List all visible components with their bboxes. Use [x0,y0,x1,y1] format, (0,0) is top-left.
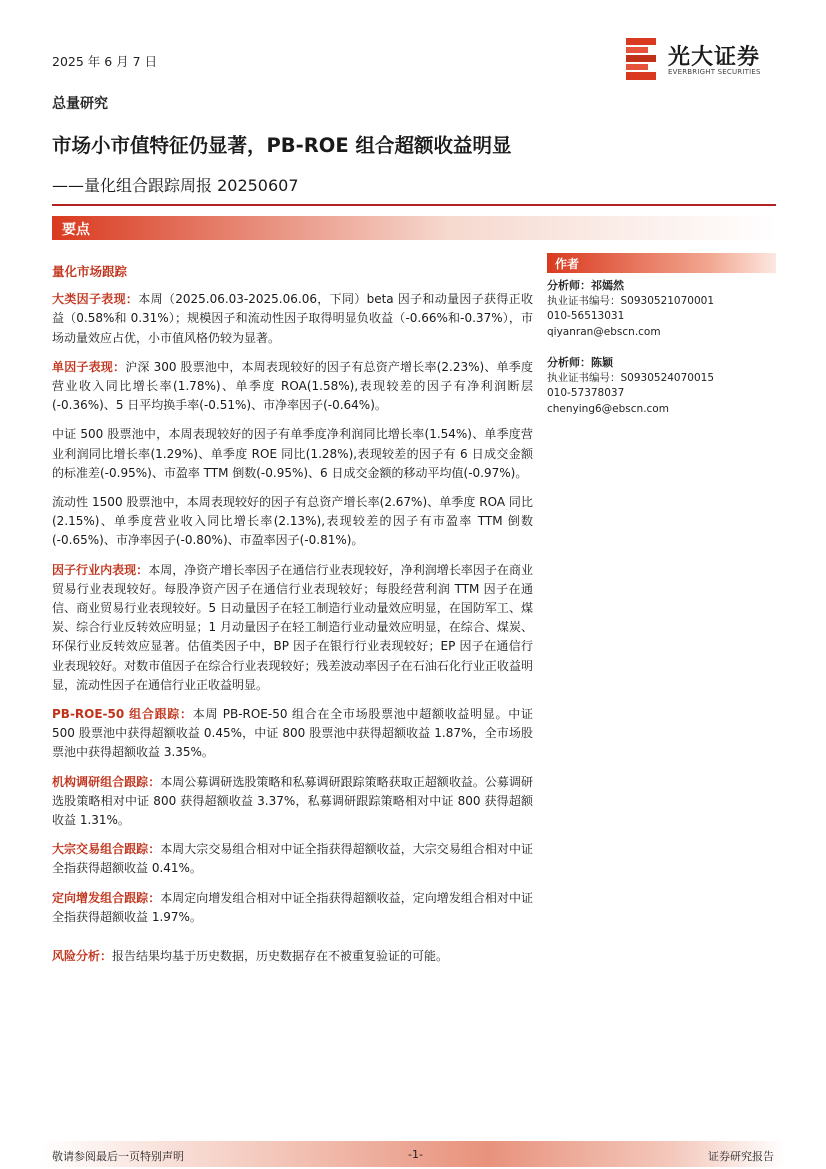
paragraph-lead: 定向增发组合跟踪： [52,890,161,905]
everbright-logo-icon [626,38,656,80]
paragraph-risk [52,947,533,966]
analyst-card [547,355,776,417]
analyst-cert: 执业证书编号：S0930524070015 [547,371,715,384]
paragraph-text: 本周定向增发组合相对中证全指获得超额收益，定向增发组合相对中证全指获得超额收益 1.97%。 [52,890,533,924]
author-banner [547,253,776,273]
title-divider [52,204,776,206]
paragraph-institution-research [52,773,533,831]
paragraph-lead: PB-ROE-50 组合跟踪： [52,707,193,722]
analyst-email[interactable]: chenying6@ebscn.com [547,402,669,415]
paragraph-single-factor-hs300 [52,358,533,416]
paragraph-lead: 因子行业内表现： [52,562,149,577]
page-footer [40,1141,786,1167]
paragraph-text: 本周，净资产增长率因子在通信行业表现较好，净利润增长率因子在商业贸易行业表现较好。每股净资产因子在通信行业表现较好；每股经营利润 TTM 因子在通信、商业贸易行业表现较好。5 日动量因子在轻工制造行业动量效应明显，在国防军工、煤炭、综合行业反转效应明显；1 月动量因子在轻工制造行业动量效应明显，在综合、煤炭、环保行业反转效应显著。估值类因子中，BP 因子在银行行业表现较好；EP 因子在通信行业表现较好。对数市值因子在综合行业表现较好；残差波动率因子在石油石化行业正收益明显，流动性因子在通信行业正收益明显。 [52,562,533,692]
report-date: 2025 年 6 月 7 日 [52,54,158,69]
analyst-email[interactable]: qiyanran@ebscn.com [547,325,661,338]
paragraph-industry-factors [52,561,533,695]
keypoints-banner [52,216,776,240]
paragraph-text: 本周（2025.06.03-2025.06.06，下同）beta 因子和动量因子获得正收益（0.58%和 0.31%）；规模因子和流动性因子取得明显负收益（-0.66%和-0.37%），市场动量效应占优，小市值风格仍较为显著。 [52,292,533,345]
page-number: -1- [408,1148,423,1161]
paragraph-lead: 大类因子表现： [52,292,139,307]
report-title: 市场小市值特征仍显著，PB-ROE 组合超额收益明显 [52,134,512,157]
paragraph-lead: 机构调研组合跟踪： [52,774,161,789]
keypoints-label: 要点 [62,222,90,238]
paragraph-text: 流动性 1500 股票池中，本周表现较好的因子有总资产增长率(2.67%)、单季度 ROA 同比(2.15%)、单季度营业收入同比增长率(2.13%),表现较差的因子有市盈率 TTM 倒数(-0.65%)、市净率因子(-0.80%)、市盈率因子(-0.81%)。 [52,495,533,548]
paragraph-pb-roe [52,705,533,763]
analyst-cert: 执业证书编号：S0930521070001 [547,294,715,307]
analyst-name: 分析师：祁嫣然 [547,279,624,292]
paragraph-block-trade [52,840,533,878]
author-sidebar [547,253,776,417]
paragraph-text: 沪深 300 股票池中，本周表现较好的因子有总资产增长率(2.23%)、单季度营业收入同比增长率(1.78%)、单季度 ROA(1.58%),表现较差的因子有净利润断层(-0.36%)、5 日平均换手率(-0.51%)、市净率因子(-0.64%)。 [52,359,533,413]
footer-report-type: 证券研究报告 [708,1150,774,1163]
logo-cn-text: 光大证券 [668,45,761,70]
paragraph-major-factors [52,290,533,348]
analyst-phone: 010-56513031 [547,310,625,322]
analyst-card [547,278,776,340]
section-heading: 量化市场跟踪 [52,264,128,279]
paragraph-single-factor-liq1500 [52,493,533,551]
report-category: 总量研究 [52,96,108,112]
paragraph-text: 本周公募调研选股策略和私募调研跟踪策略获取正超额收益。公募调研选股策略相对中证 800 获得超额收益 3.37%，私募调研跟踪策略相对中证 800 获得超额收益 1.31%。 [52,774,533,828]
paragraph-private-placement [52,889,533,927]
logo-en-text: EVERBRIGHT SECURITIES [668,68,761,76]
paragraph-text: 中证 500 股票池中，本周表现较好的因子有单季度净利润同比增长率(1.54%)、单季度营业利润同比增长率(1.29%)、单季度 ROE 同比(1.28%),表现较差的因子有 6 日成交金额的标准差(-0.95%)、市盈率 TTM 倒数(-0.95%)、6 日成交金额的移动平均值(-0.97%)。 [52,427,533,480]
footer-disclaimer: 敬请参阅最后一页特别声明 [52,1150,184,1163]
paragraph-text: 本周 PB-ROE-50 组合在全市场股票池中超额收益明显。中证 500 股票池中获得超额收益 0.45%，中证 800 股票池中获得超额收益 1.87%，全市场股票池中获得超额收益 3.35%。 [52,707,533,760]
author-label: 作者 [555,257,580,271]
paragraph-lead: 单因子表现： [52,359,126,374]
paragraph-text: 本周大宗交易组合相对中证全指获得超额收益，大宗交易组合相对中证全指获得超额收益 0.41%。 [52,842,533,876]
analyst-name: 分析师：陈颖 [547,356,613,369]
paragraph-text: 报告结果均基于历史数据，历史数据存在不被重复验证的可能。 [112,949,449,964]
report-subtitle: ——量化组合跟踪周报 20250607 [52,176,299,195]
company-logo [626,38,786,82]
paragraph-lead: 风险分析： [52,949,113,964]
main-content [52,262,533,976]
paragraph-lead: 大宗交易组合跟踪： [52,842,161,857]
paragraph-single-factor-csi500 [52,425,533,483]
analyst-phone: 010-57378037 [547,387,625,399]
